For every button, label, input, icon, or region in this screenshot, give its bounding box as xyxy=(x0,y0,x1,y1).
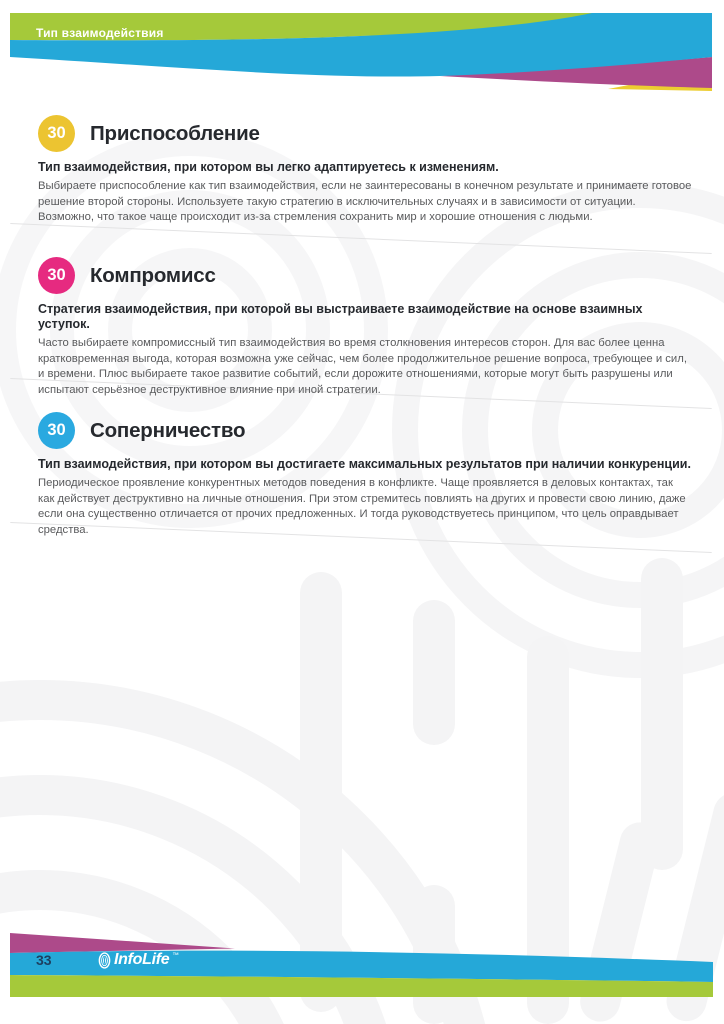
score-badge: 30 xyxy=(38,412,75,449)
section-rivalry xyxy=(38,412,692,538)
section-subtitle: Стратегия взаимодействия, при которой вы выстраиваете взаимодействие на основе взаимных уступок. xyxy=(38,302,643,331)
section-body: Выбираете приспособление как тип взаимодействия, если не заинтересованы в конечном результате и принимаете готовое решение второй стороны. Используете такую стратегию в исключительных случаях и в зависимости от ситуации. Возможно, что такое чаще происходит из-за стремления сохранить мир и хорошие отношения с людьми. xyxy=(38,180,692,223)
section-body: Периодическое проявление конкурентных методов поведения в конфликте. Чаще проявляется в деловых контактах, так как действует деструктивно на личные отношения. При этом стремитесь повлиять на других и провести свою линию, даже если она существенно отличается от прочих предложенных. И тогда руководствуетесь принципом, что цель оправдывает средства. xyxy=(38,477,686,536)
page-number: 33 xyxy=(36,952,52,968)
score-badge: 30 xyxy=(38,115,75,152)
score-badge: 30 xyxy=(38,257,75,294)
section-adaptation xyxy=(38,115,692,226)
logo-trademark: ™ xyxy=(172,952,179,959)
infolife-logo xyxy=(98,951,179,969)
logo-text: InfoLife xyxy=(114,951,170,968)
section-header xyxy=(38,412,692,449)
page-title: Тип взаимодействия xyxy=(36,26,164,40)
section-header xyxy=(38,257,692,294)
section-title: Соперничество xyxy=(90,418,246,442)
section-subtitle: Тип взаимодействия, при котором вы легко адаптируетесь к изменениям. xyxy=(38,160,499,174)
header-banner xyxy=(10,13,712,93)
section-body: Часто выбираете компромиссный тип взаимодействия во время столкновения интересов сторон. Для вас более ценна кратковременная выгода, которая возможна уже сейчас, чем более продолжительное решение вопроса, требующее и сил, и времени. Плюс выбираете такое развитие событий, если дорожите отношениями, которые могут быть разрушены или испытают серьёзное деструктивное влияние при иной стратегии. xyxy=(38,337,687,396)
section-header xyxy=(38,115,692,152)
section-title: Компромисс xyxy=(90,263,216,287)
section-compromise xyxy=(38,257,692,398)
fingerprint-icon xyxy=(98,952,111,969)
section-subtitle: Тип взаимодействия, при котором вы достигаете максимальных результатов при наличии конкуренции. xyxy=(38,457,691,471)
section-title: Приспособление xyxy=(90,121,260,145)
